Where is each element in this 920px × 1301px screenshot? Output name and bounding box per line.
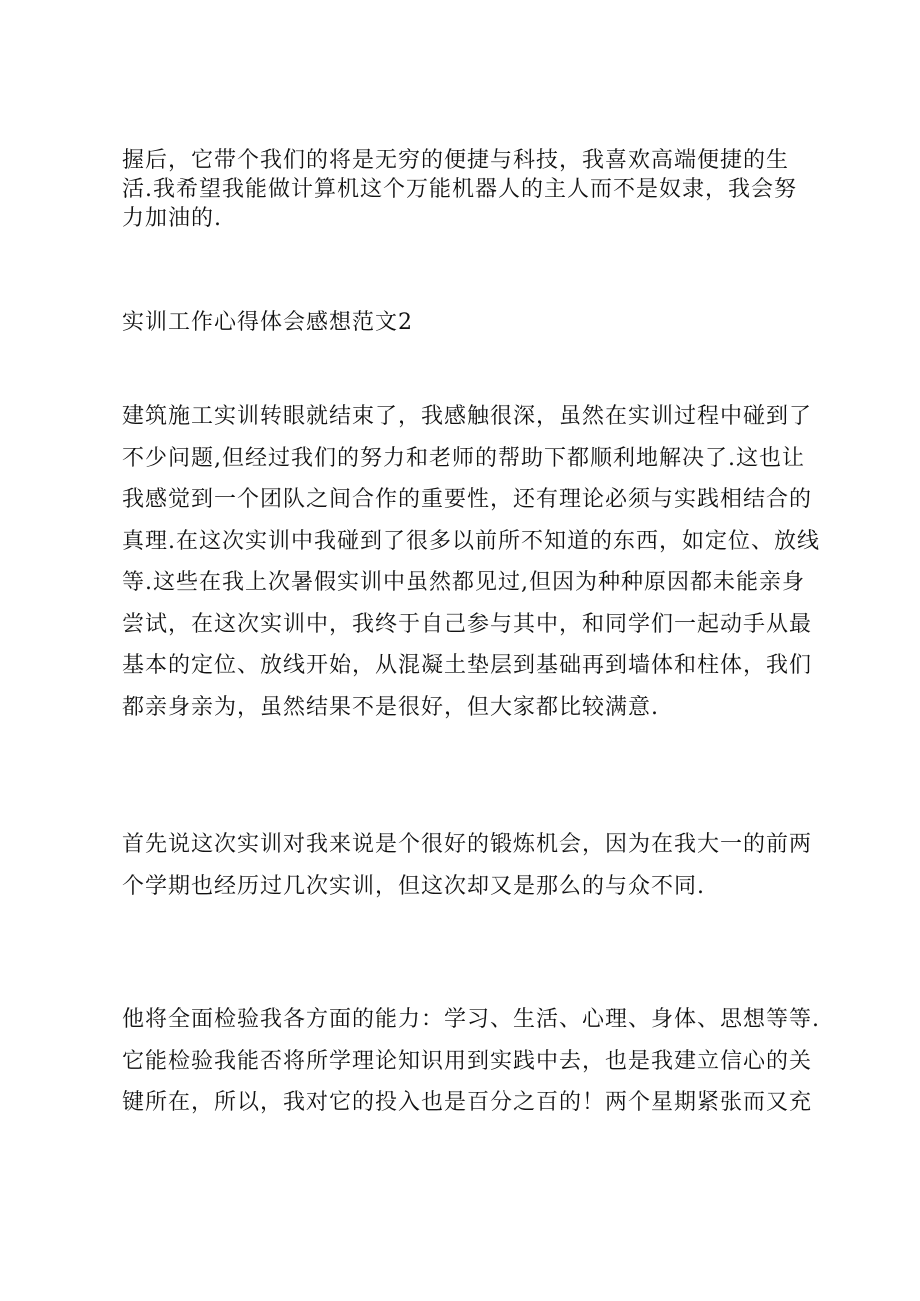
text-line: 它能检验我能否将所学理论知识用到实践中去，也是我建立信心的关 (122, 1048, 813, 1074)
text-line: 握后，它带个我们的将是无穷的便捷与科技，我喜欢高端便捷的生 (122, 148, 790, 173)
paragraph (122, 999, 822, 1124)
text-line: 尝试，在这次实训中，我终于自己参与其中，和同学们一起动手从最 (122, 611, 813, 637)
text-line: 力加油的. (122, 206, 222, 231)
paragraph (122, 824, 822, 907)
paragraph (122, 396, 822, 728)
section-heading (122, 303, 822, 343)
paragraph-continued (122, 146, 822, 233)
text-line: 我感觉到一个团队之间合作的重要性，还有理论必须与实践相结合的 (122, 487, 813, 512)
text-line: 活.我希望我能做计算机这个万能机器人的主人而不是奴隶，我会努 (122, 177, 797, 202)
text-line: 个学期也经历过几次实训，但这次却又是那么的与众不同. (122, 873, 705, 899)
text-line: 他将全面检验我各方面的能力：学习、生活、心理、身体、思想等等. (122, 1007, 820, 1032)
text-line: 真理.在这次实训中我碰到了很多以前所不知道的东西，如定位、放线 (122, 528, 820, 554)
text-line: 建筑施工实训转眼就结束了，我感触很深，虽然在实训过程中碰到了 (122, 404, 813, 429)
text-line: 键所在，所以，我对它的投入也是百分之百的！两个星期紧张而又充 (122, 1090, 813, 1115)
text-line: 不少问题,但经过我们的努力和老师的帮助下都顺利地解决了.这也让 (122, 445, 805, 471)
text-line: 都亲身亲为，虽然结果不是很好，但大家都比较满意. (122, 694, 659, 720)
text-line: 等.这些在我上次暑假实训中虽然都见过,但因为种种原因都未能亲身 (122, 570, 805, 595)
text-line: 首先说这次实训对我来说是个很好的锻炼机会，因为在我大一的前两 (122, 832, 813, 857)
heading-text: 实训工作心得体会感想范文2 (122, 310, 413, 335)
text-line: 基本的定位、放线开始，从混凝土垫层到基础再到墙体和柱体，我们 (122, 653, 813, 678)
